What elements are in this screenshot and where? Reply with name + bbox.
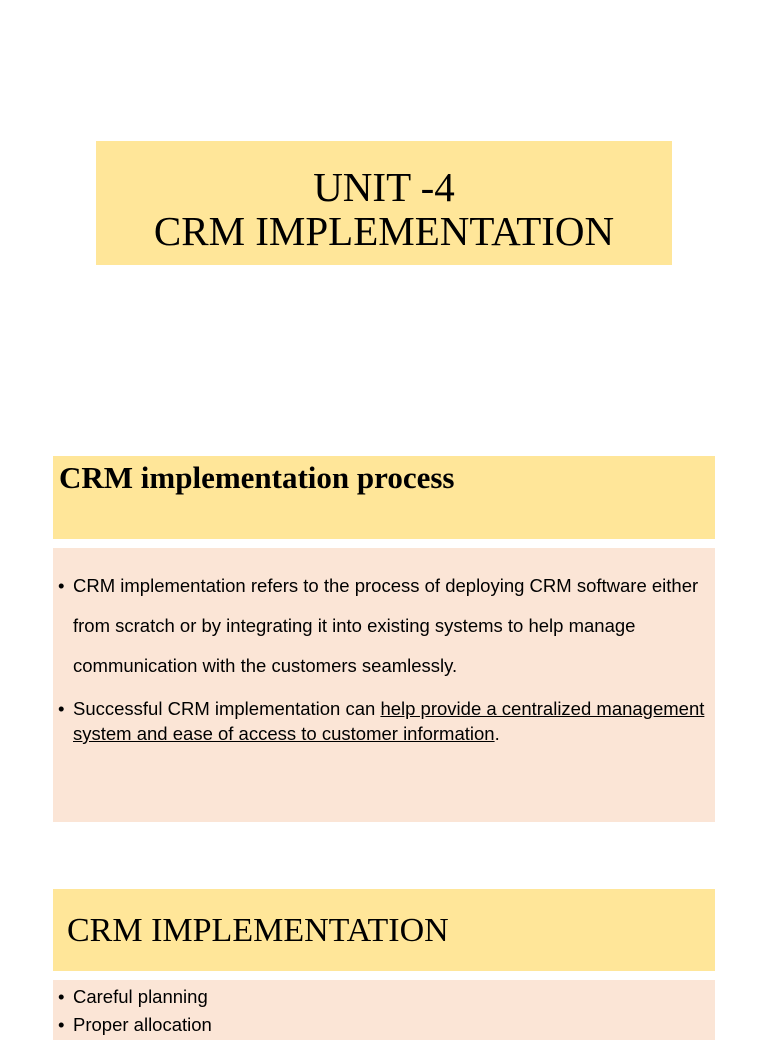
implementation-heading: CRM IMPLEMENTATION [67,912,449,949]
implementation-body-box [53,980,715,1040]
bullet-icon: • [58,986,65,1007]
list-item [58,983,212,1011]
underlined-link[interactable]: help provide a centralized management system and ease of access to customer information [73,698,705,744]
process-bullet-list [58,566,710,746]
bullet-text: Careful planning [73,986,208,1007]
bullet-icon: • [58,698,65,719]
list-item [58,696,710,746]
process-heading-box [53,456,715,539]
title-slide-banner [96,141,672,265]
unit-subtitle: CRM IMPLEMENTATION [153,208,615,254]
list-item [58,566,710,686]
bullet-text: CRM implementation refers to the process of deploying CRM software either from scratch or by integrating it into existing systems to help manage communication with the customers seamlessly. [73,575,699,676]
unit-title: UNIT -4 [313,164,455,210]
bullet-text: Proper allocation [73,1014,212,1035]
process-body-box [53,548,715,822]
process-heading: CRM implementation process [59,460,455,495]
bullet-text-suffix: . [494,723,500,744]
bullet-icon: • [58,1014,65,1035]
implementation-bullet-list [58,983,212,1039]
bullet-text-prefix: Successful CRM implementation can [73,698,381,719]
list-item [58,1011,212,1039]
implementation-heading-box [53,889,715,971]
bullet-icon: • [58,575,65,596]
